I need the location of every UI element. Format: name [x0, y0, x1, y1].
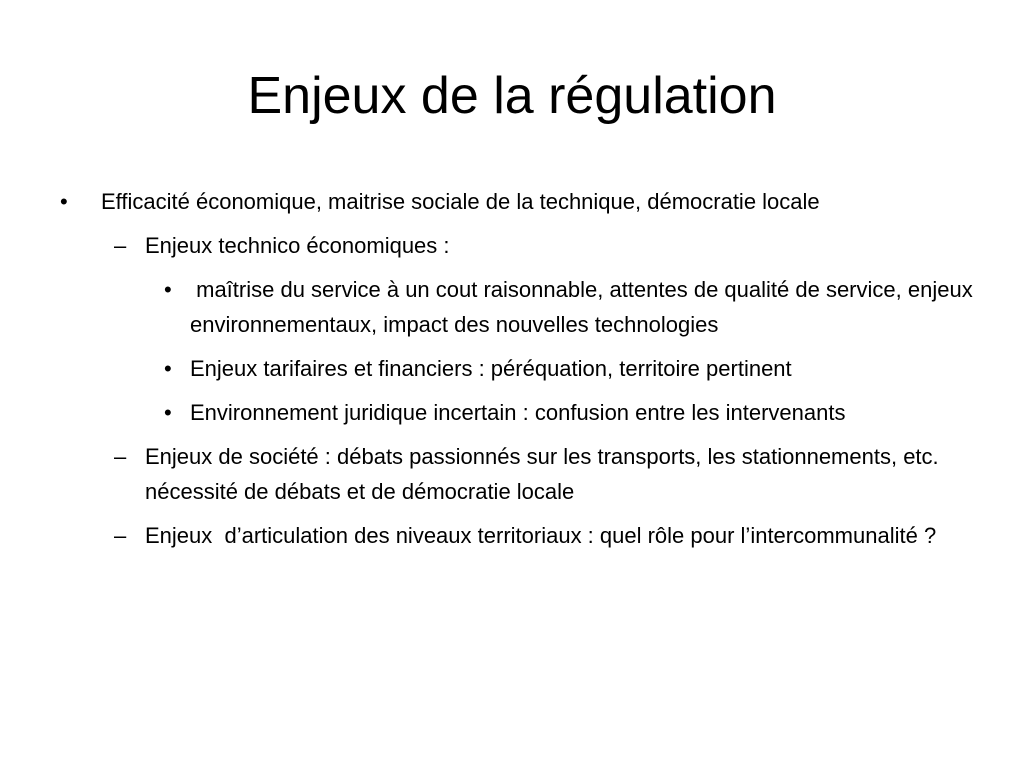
bullet-item-level1 — [56, 184, 976, 219]
bullet-text: Enjeux technico économiques : — [145, 233, 450, 258]
bullet-item-level2 — [56, 228, 976, 263]
bullet-item-level3 — [56, 351, 976, 386]
bullet-marker: • — [164, 400, 172, 425]
bullet-marker: • — [164, 356, 172, 381]
bullet-text: Enjeux d’articulation des niveaux territoriaux : quel rôle pour l’intercommunalité ? — [145, 523, 937, 548]
bullet-item-level3 — [56, 395, 976, 430]
dash-marker: – — [114, 523, 127, 548]
bullet-item-level3 — [56, 272, 979, 342]
slide-title: Enjeux de la régulation — [247, 67, 777, 125]
bullet-text: Efficacité économique, maitrise sociale de la technique, démocratie locale — [101, 189, 820, 214]
bullet-item-level2 — [56, 439, 976, 509]
bullet-text: Environnement juridique incertain : confusion entre les intervenants — [190, 400, 846, 425]
bullet-item-level2 — [56, 518, 976, 553]
dash-marker: – — [114, 444, 127, 469]
bullet-text: Enjeux de société : débats passionnés sur les transports, les stationnements, etc. nécessité de débats et de démocratie locale — [145, 444, 939, 504]
bullet-list — [56, 184, 979, 562]
bullet-marker: • — [164, 277, 172, 302]
dash-marker: – — [114, 233, 127, 258]
bullet-marker: • — [60, 189, 68, 214]
bullet-text: maîtrise du service à un cout raisonnable, attentes de qualité de service, enjeux environnementaux, impact des nouvelles technologies — [190, 277, 979, 337]
bullet-text: Enjeux tarifaires et financiers : péréquation, territoire pertinent — [190, 356, 792, 381]
